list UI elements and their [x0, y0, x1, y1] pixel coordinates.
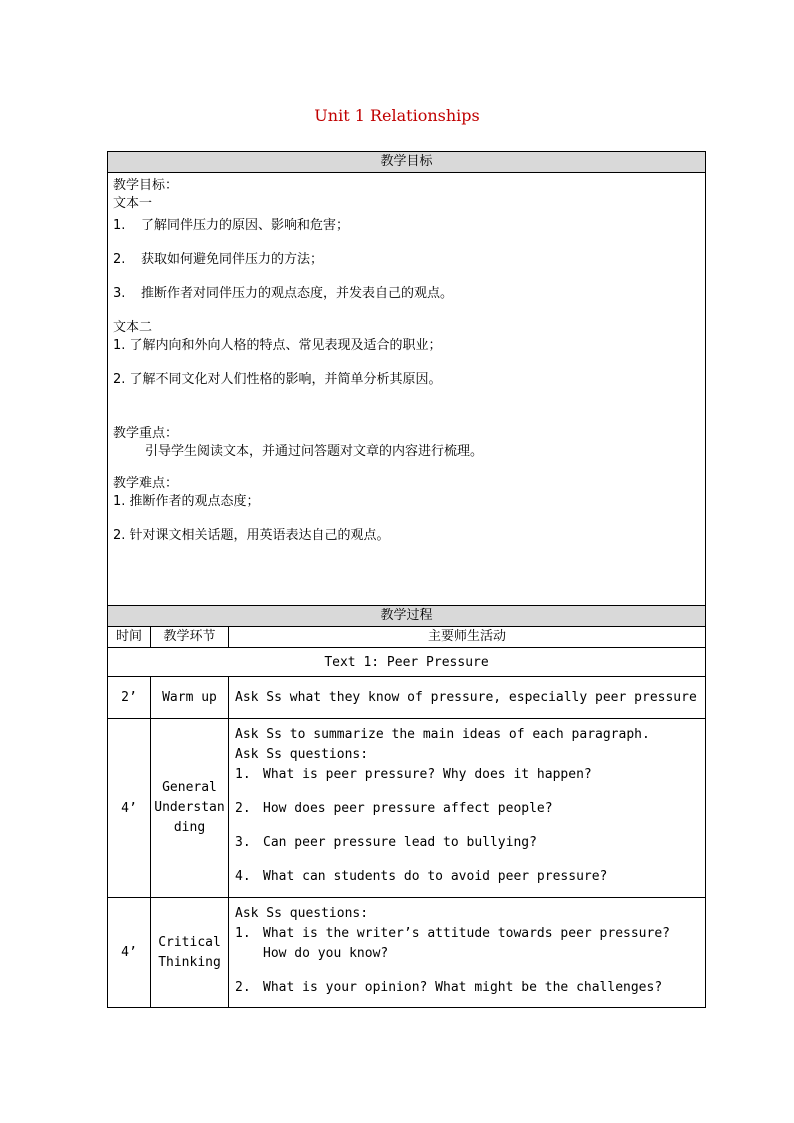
row-stage: General Understan ding	[151, 719, 229, 898]
question-item: 1. What is peer pressure? Why does it happen?	[235, 767, 592, 782]
row-time: 4’	[108, 898, 151, 1008]
col-stage-header: 教学环节	[151, 627, 229, 648]
table-row	[108, 677, 706, 719]
question-item: 2. How does peer pressure affect people?	[235, 801, 553, 816]
row-activity: Ask Ss to summarize the main ideas of each paragraph. Ask Ss questions: 1. What is peer pressure? Why does it happen? 2. How does peer pressure affect people? 3. Can peer pressure lead to bullying? 4. What can students do to avoid peer pressure?	[229, 719, 706, 898]
col-time-header: 时间	[108, 627, 151, 648]
key-text: 引导学生阅读文本，并通过问答题对文章的内容进行梳理。	[145, 444, 484, 459]
text1-label: 文本一	[113, 196, 153, 211]
goals-content	[108, 173, 706, 606]
question-item: 4. What can students do to avoid peer pressure?	[235, 869, 608, 884]
row-time: 4’	[108, 719, 151, 898]
table-row	[108, 898, 706, 1008]
goals-label: 教学目标：	[113, 178, 179, 193]
row-activity: Ask Ss questions: 1. What is the writer’s attitude towards peer pressure? How do you know? 2. What is your opinion? What might be the challenges?	[229, 898, 706, 1008]
text2-label: 文本二	[113, 320, 153, 335]
question-item: 3. Can peer pressure lead to bullying?	[235, 835, 537, 850]
difficulty-item-2: 2. 针对课文相关话题，用英语表达自己的观点。	[113, 528, 390, 543]
table-row	[108, 719, 706, 898]
row-time: 2’	[108, 677, 151, 719]
row-stage: Warm up	[151, 677, 229, 719]
difficulty-label: 教学难点：	[113, 476, 179, 491]
row-stage: Critical Thinking	[151, 898, 229, 1008]
text1-item-1: 1. 了解同伴压力的原因、影响和危害；	[113, 218, 350, 233]
text1-item-2: 2. 获取如何避免同伴压力的方法；	[113, 252, 324, 267]
text2-item-2: 2. 了解不同文化对人们性格的影响，并简单分析其原因。	[113, 372, 442, 387]
text1-item-3: 3. 推断作者对同伴压力的观点态度，并发表自己的观点。	[113, 286, 454, 301]
lesson-plan-table	[107, 151, 706, 1008]
col-activity-header: 主要师生活动	[229, 627, 706, 648]
question-item: 2. What is your opinion? What might be the challenges?	[235, 980, 663, 995]
row-activity: Ask Ss what they know of pressure, especially peer pressure	[229, 677, 706, 719]
key-label: 教学重点：	[113, 426, 179, 441]
goals-header: 教学目标	[108, 152, 706, 173]
document-title: Unit 1 Relationships	[314, 106, 480, 125]
text2-item-1: 1. 了解内向和外向人格的特点、常见表现及适合的职业；	[113, 338, 442, 353]
process-header: 教学过程	[108, 606, 706, 627]
text-title: Text 1: Peer Pressure	[108, 648, 706, 677]
difficulty-item-1: 1. 推断作者的观点态度；	[113, 494, 260, 509]
question-item: 1. What is the writer’s attitude towards peer pressure? How do you know?	[235, 926, 670, 961]
